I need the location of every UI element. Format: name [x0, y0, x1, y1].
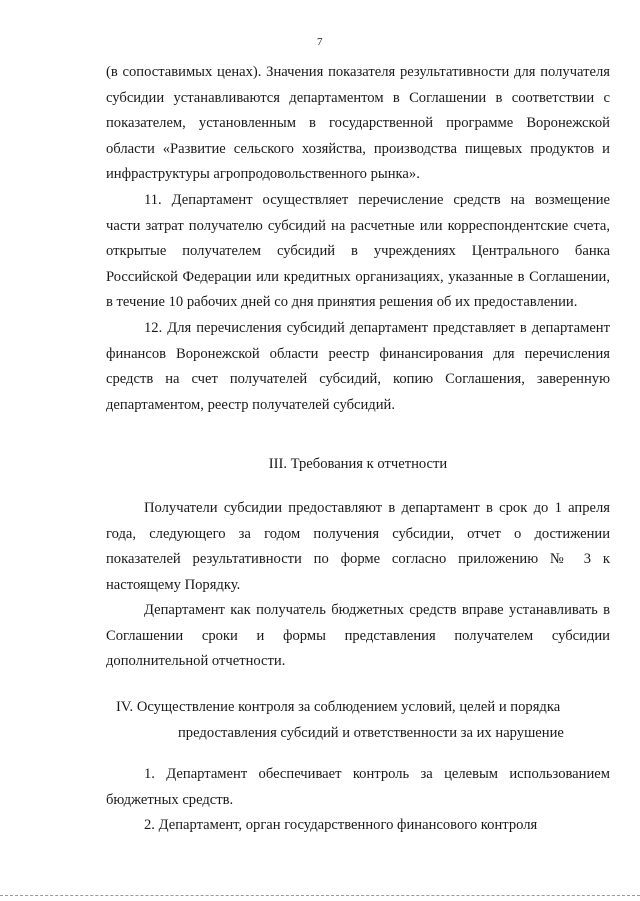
- document-body: [106, 60, 610, 839]
- section-3-paragraph-1: Получатели субсидии предоставляют в департамент в срок до 1 апреля года, следующего за годом получения субсидии, отчет о достижении показателей результативности по форме согласно приложению № 3 к настоящему Порядку.: [106, 499, 610, 593]
- section-4-paragraph-1: 1. Департамент обеспечивает контроль за целевым использованием бюджетных средств.: [106, 766, 610, 808]
- section-4-paragraph-2: 2. Департамент, орган государственного финансового контроля: [144, 817, 538, 834]
- paragraph-11: 11. Департамент осуществляет перечисление средств на возмещение части затрат получателю субсидий на расчетные или корреспондентские счета, открытые получателем субсидий в учреждениях Центрального банка Российской Федерации или кредитных организациях, указанные в Соглашении, в течение 10 рабочих дней со дня принятия решения об их предоставлении.: [106, 191, 610, 311]
- section-3-paragraph-2: Департамент как получатель бюджетных средств вправе устанавливать в Соглашении сроки и формы представления получателем субсидии дополнительной отчетности.: [106, 602, 610, 670]
- page-bottom-edge: [0, 895, 640, 896]
- section-4-title-line-1: IV. Осуществление контроля за соблюдением условий, целей и порядка: [116, 699, 561, 716]
- section-4-title: [106, 695, 610, 746]
- paragraph-12: 12. Для перечисления субсидий департамент представляет в департамент финансов Воронежской области реестр финансирования для перечисления средств на счет получателей субсидий, копию Соглашения, заверенную департаментом, реестр получателей субсидий.: [106, 319, 610, 413]
- section-3-title: III. Требования к отчетности: [268, 456, 448, 473]
- paragraph-continuation: (в сопоставимых ценах). Значения показателя результативности для получателя субсидии устанавливаются департаментом в Соглашении в соответствии с показателем, установленным в государственной программе Воронежской области «Развитие сельского хозяйства, производства пищевых продуктов и инфраструктуры агропродовольственного рынка».: [106, 64, 610, 183]
- page-number: 7: [317, 36, 323, 48]
- section-4-title-line-2: предоставления субсидий и ответственности за их нарушение: [178, 724, 564, 741]
